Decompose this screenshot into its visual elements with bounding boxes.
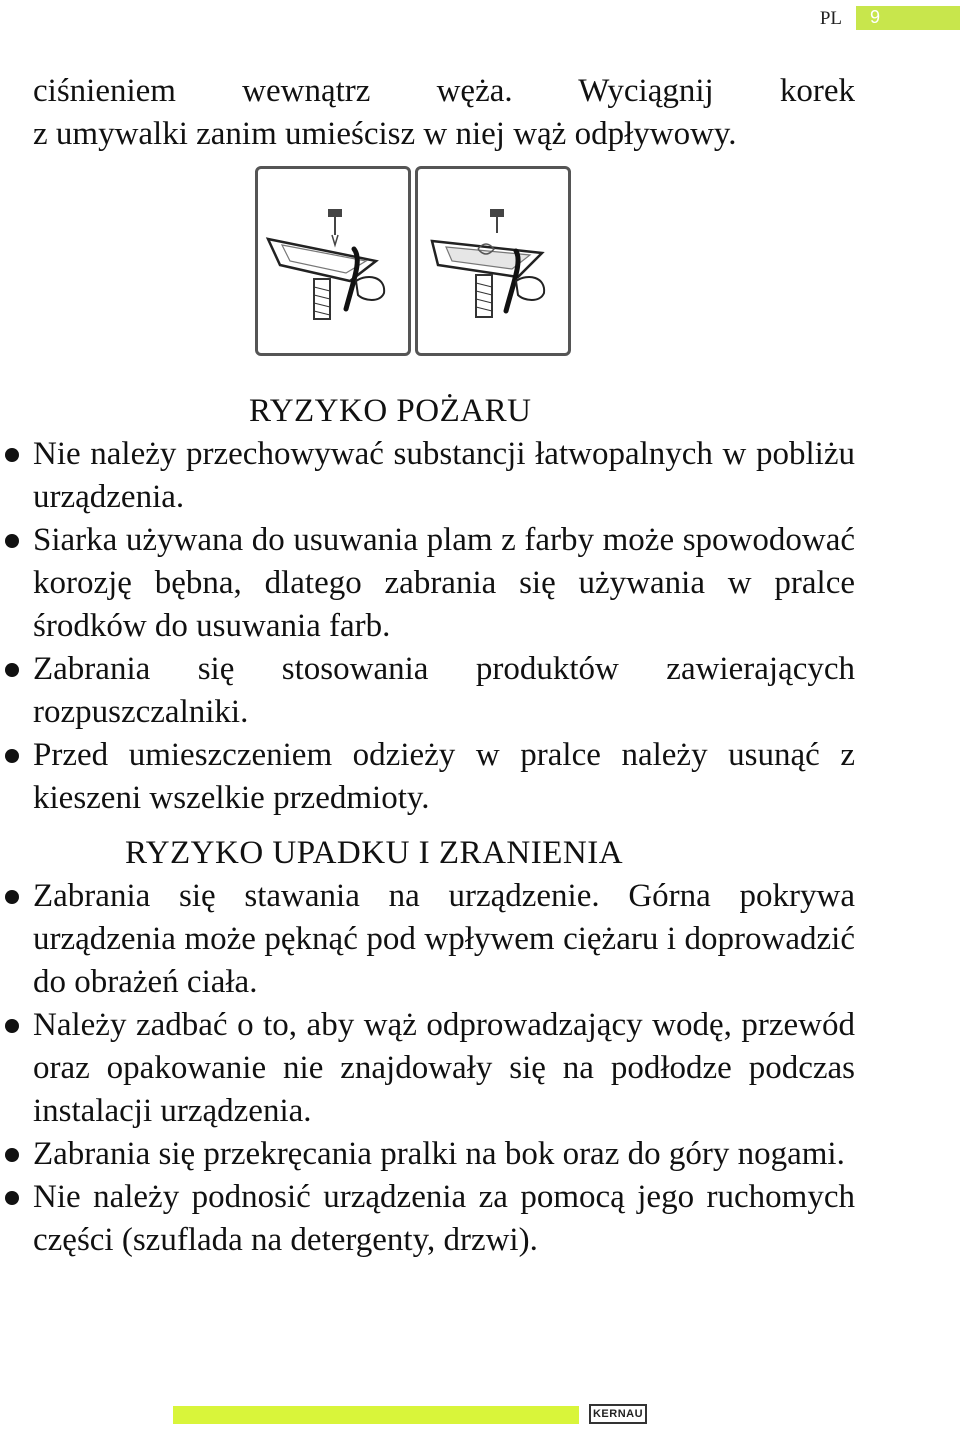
intro-paragraph (33, 70, 855, 156)
brand-logo: KERNAU (589, 1404, 647, 1424)
page-content (33, 70, 855, 1262)
list-item: Nie należy podnosić urządzenia za pomocą jego ruchomych części (szuflada na detergenty, drzwi). (33, 1176, 855, 1262)
page-number-bar (856, 6, 960, 30)
page-number: 9 (870, 7, 881, 27)
list-item: Zabrania się stosowania produktów zawierających rozpuszczalniki. (33, 648, 855, 734)
hose-in-sink-illustration-b (415, 166, 571, 356)
list-item: Przed umieszczeniem odzieży w pralce należy usunąć z kieszeni wszelkie przedmioty. (33, 734, 855, 820)
list-item: Siarka używana do usuwania plam z farby może spowodować korozję bębna, dlatego zabrania się używania w pralce środków do usuwania farb. (33, 519, 855, 648)
section-heading-fall-injury-risk: RYZYKO UPADKU I ZRANIENIA (125, 835, 624, 871)
list-item: Należy zadbać o to, aby wąż odprowadzający wodę, przewód oraz opakowanie nie znajdowały się na podłodze podczas instalacji urządzenia. (33, 1004, 855, 1133)
list-item: Nie należy przechowywać substancji łatwopalnych w pobliżu urządzenia. (33, 433, 855, 519)
section-heading-fire-risk: RYZYKO POŻARU (249, 393, 532, 429)
intro-line-2: z umywalki zanim umieścisz w niej wąż odpływowy. (33, 116, 737, 152)
footer-accent-bar (173, 1406, 579, 1424)
illustration-row (255, 166, 855, 362)
fall-injury-risk-list (33, 875, 855, 1262)
hose-in-sink-illustration-a (255, 166, 411, 356)
intro-line-1: ciśnieniem wewnątrz węża. Wyciągnij korek (33, 73, 855, 109)
list-item: Zabrania się stawania na urządzenie. Górna pokrywa urządzenia może pęknąć pod wpływem ciężaru i doprowadzić do obrażeń ciała. (33, 875, 855, 1004)
language-label: PL (819, 8, 842, 29)
fire-risk-list (33, 433, 855, 820)
list-item: Zabrania się przekręcania pralki na bok oraz do góry nogami. (33, 1133, 855, 1176)
page-footer (173, 1404, 648, 1426)
